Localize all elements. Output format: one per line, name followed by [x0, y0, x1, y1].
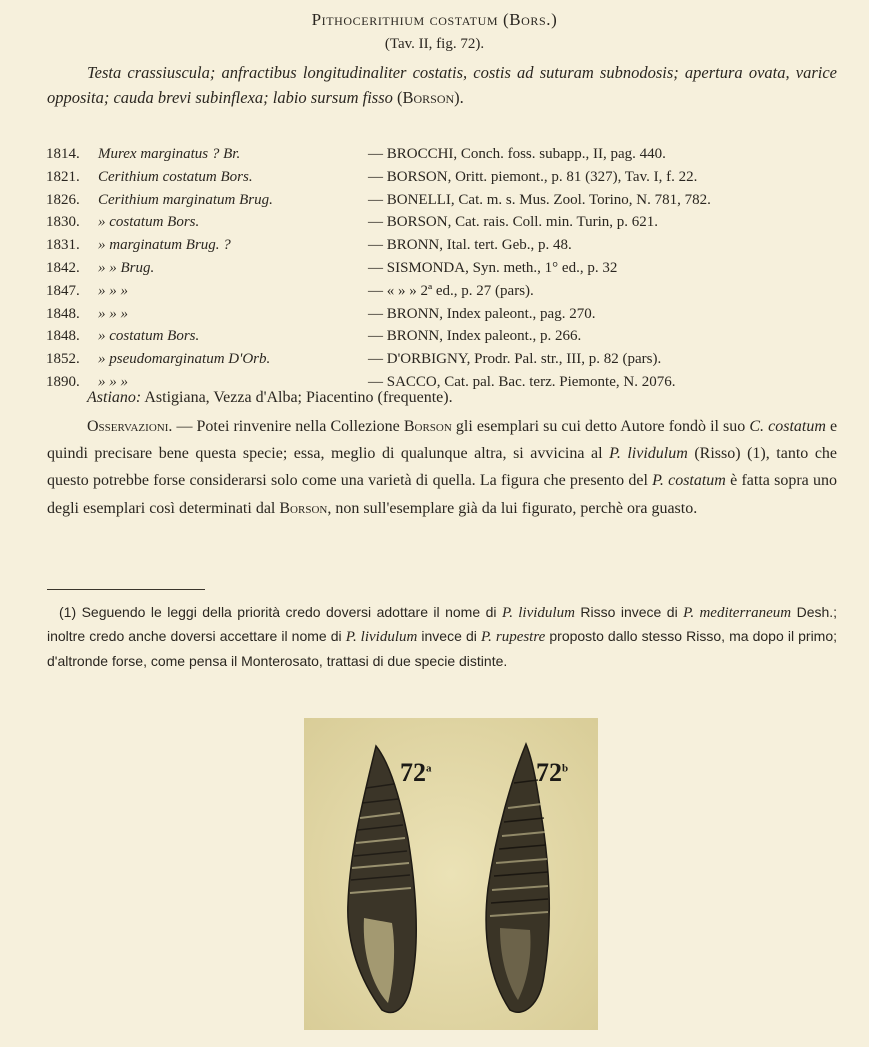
obs-species: C. costatum [749, 418, 826, 435]
synonymy-list [46, 143, 846, 394]
synonymy-year: 1847. [46, 282, 80, 299]
footnote-divider [47, 589, 205, 590]
synonymy-reference: — « » » 2ª ed., p. 27 (pars). [368, 282, 534, 299]
synonymy-year: 1852. [46, 351, 80, 368]
observations-label: Osservazioni. [87, 418, 173, 435]
footnote-text: invece di [421, 628, 477, 645]
synonymy-row [46, 143, 846, 166]
locality [87, 386, 453, 410]
footnote-text: Desh.; inoltre credo anche doversi accettare il nome di [47, 604, 838, 645]
diagnosis-author: (Borson). [397, 88, 464, 107]
synonymy-row [46, 303, 846, 326]
synonymy-row [46, 166, 846, 189]
footnote-text: (1) Seguendo le leggi della priorità credo doversi adottare il nome di [59, 604, 497, 620]
synonymy-name: » » » [98, 282, 128, 299]
footnote [47, 601, 837, 673]
synonymy-reference: — BRONN, Index paleont., p. 266. [368, 328, 582, 345]
synonymy-reference: — BRONN, Ital. tert. Geb., p. 48. [368, 237, 572, 254]
locality-label: Astiano: [87, 389, 142, 406]
synonymy-name: » » » [98, 305, 128, 322]
synonymy-name: » pseudomarginatum D'Orb. [98, 351, 271, 368]
synonymy-row [46, 234, 846, 257]
synonymy-row [46, 348, 846, 371]
synonymy-reference: — D'ORBIGNY, Prodr. Pal. str., III, p. 82 (pars). [368, 351, 662, 368]
obs-text: — Potei rinvenire nella Collezione [176, 418, 400, 435]
footnote-species: P. lividulum [501, 605, 575, 621]
synonymy-year: 1814. [46, 146, 80, 162]
footnote-text: proposto dallo stesso Risso, ma dopo il primo; d'altronde forse, come pensa il Monterosato, trattasi di due specie distinte. [47, 628, 838, 669]
synonymy-row [46, 211, 846, 234]
synonymy-year: 1821. [46, 168, 80, 185]
synonymy-reference: — BORSON, Oritt. piemont., p. 81 (327), Tav. I, f. 22. [368, 168, 698, 185]
footnote-text: Risso invece di [580, 604, 678, 620]
obs-text: , non sull'esemplare già da lui figurato, perchè ora guasto. [327, 499, 698, 517]
synonymy-row [46, 257, 846, 280]
obs-species: P. lividulum [609, 445, 688, 463]
synonymy-row [46, 189, 846, 212]
synonymy-year: 1842. [46, 259, 80, 276]
synonymy-name: Cerithium costatum Bors. [98, 168, 253, 185]
synonymy-reference: — SACCO, Cat. pal. Bac. terz. Piemonte, N. 2076. [368, 373, 676, 390]
synonymy-name: Cerithium marginatum Brug. [98, 191, 273, 208]
obs-author-name: Borson [403, 418, 452, 435]
footnote-species: P. rupestre [480, 629, 546, 646]
locality-text: Astigiana, Vezza d'Alba; Piacentino (frequente). [144, 389, 453, 406]
obs-text: e quindi precisare bene questa specie; essa, meglio di qualunque altra, si avvicina al [47, 418, 838, 463]
shell-figure-plate [304, 718, 598, 1030]
synonymy-year: 1830. [46, 214, 80, 231]
synonymy-name: » » » [98, 373, 128, 390]
diagnosis-text: Testa crassiuscula; anfractibus longitudinaliter costatis, costis ad suturam subnodosis; apertura ovata, varice opposita; cauda brevi subinflexa; labio sursum fisso [47, 63, 837, 107]
synonymy-year: 1890. [46, 373, 80, 390]
obs-text: (Risso) (1), tanto che questo potrebbe forse considerarsi solo come una varietà di quella. La figura che presento del [47, 445, 838, 490]
synonymy-year: 1826. [46, 191, 80, 208]
page-title: Pithocerithium costatum (Bors.) [311, 10, 558, 29]
synonymy-reference: — BRONN, Index paleont., pag. 270. [368, 305, 596, 322]
figure-label-a: 72$^a$ [400, 758, 432, 787]
obs-text: gli esemplari su cui detto Autore fondò il suo [455, 418, 746, 435]
figure-label-b: 72$^b$ [536, 758, 569, 787]
synonymy-reference: — SISMONDA, Syn. meth., 1° ed., p. 32 [368, 259, 618, 276]
latin-diagnosis [47, 60, 837, 110]
synonymy-reference: — BORSON, Cat. rais. Coll. min. Turin, p. 621. [368, 214, 659, 231]
synonymy-row [46, 280, 846, 303]
synonymy-name: » » Brug. [98, 259, 155, 276]
synonymy-row [46, 325, 846, 348]
synonymy-year: 1848. [46, 305, 80, 322]
synonymy-name: » costatum Bors. [98, 328, 200, 345]
obs-text: è fatta sopra uno degli esemplari così determinati dal [47, 472, 838, 517]
synonymy-name: » marginatum Brug. ? [98, 237, 231, 254]
footnote-species: P. mediterraneum [683, 605, 792, 621]
observations-paragraph [47, 413, 837, 522]
synonymy-year: 1831. [46, 237, 80, 254]
synonymy-name: » costatum Bors. [98, 214, 200, 231]
synonymy-reference: — BROCCHI, Conch. foss. subapp., II, pag. 440. [368, 146, 666, 162]
obs-species: P. costatum [652, 472, 726, 490]
synonymy-reference: — BONELLI, Cat. m. s. Mus. Zool. Torino, N. 781, 782. [368, 191, 711, 208]
synonymy-year: 1848. [46, 328, 80, 345]
plate-reference: (Tav. II, fig. 72). [384, 36, 485, 52]
footnote-species: P. lividulum [345, 629, 418, 646]
obs-author-name: Borson [279, 499, 328, 517]
synonymy-name: Murex marginatus ? Br. [98, 146, 241, 162]
